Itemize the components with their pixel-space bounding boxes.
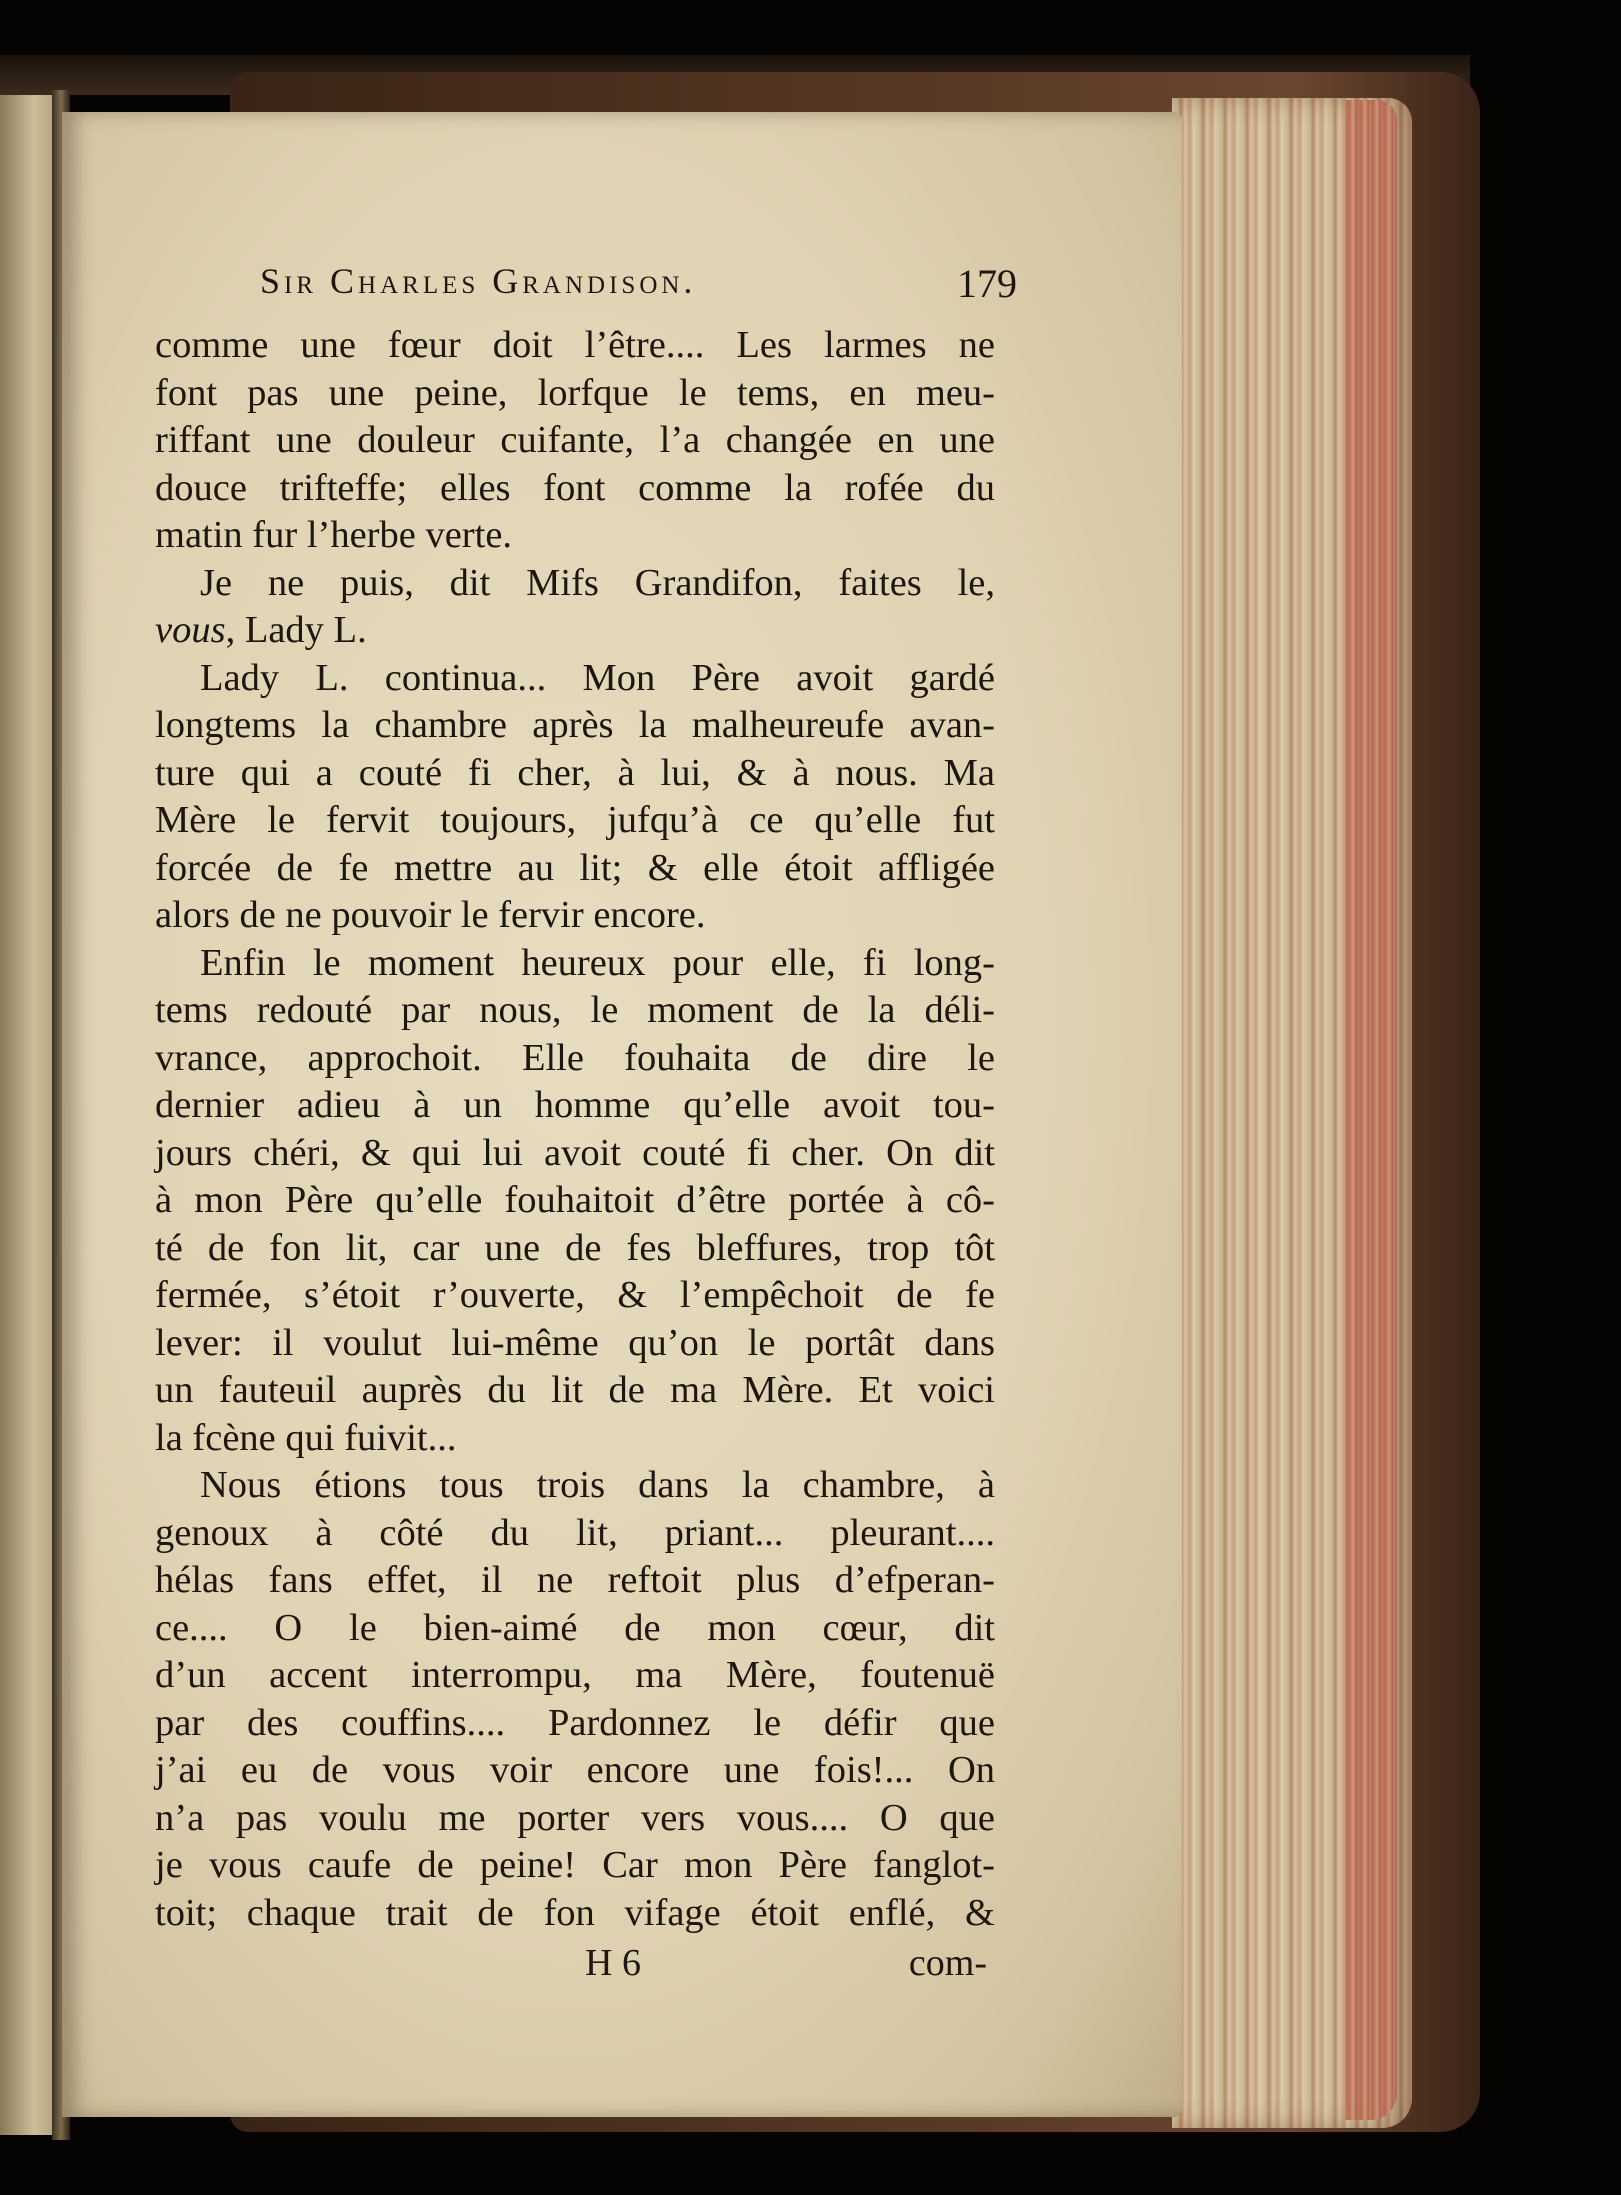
text-line: hélas fans effet, il ne reftoit plus d’efperan- (155, 1559, 995, 1601)
text-line: par des couffins.... Pardonnez le défir que (155, 1701, 995, 1744)
text-line: j’ai eu de vous voir encore une fois!... On (155, 1749, 995, 1791)
text-line: toit; chaque trait de fon vifage étoit enflé, & (155, 1891, 995, 1934)
text-line: font pas une peine, lorfque le tems, en meu- (155, 371, 995, 414)
text-line: la fcène qui fuivit... (155, 1416, 457, 1459)
text-line: longtems la chambre après la malheureufe avan- (155, 704, 995, 746)
text-line: té de fon lit, car une de fes bleffures, trop tôt (155, 1226, 995, 1269)
text-line: je vous caufe de peine! Car mon Père fanglot- (155, 1844, 995, 1886)
page-number: 179 (957, 261, 1017, 306)
signature-mark: H 6 (585, 1942, 641, 1984)
text-line: à mon Père qu’elle fouhaitoit d’être portée à cô- (155, 1179, 995, 1221)
text-line: alors de ne pouvoir le fervir encore. (155, 894, 706, 936)
text-line: forcée de fe mettre au lit; & elle étoit affligée (155, 846, 995, 889)
text-line: comme une fœur doit l’être.... Les larmes ne (155, 324, 995, 366)
text-line: Lady L. continua... Mon Père avoit gardé (200, 656, 995, 699)
text-line: ce.... O le bien-aimé de mon cœur, dit (155, 1606, 995, 1649)
text-line: un fauteuil auprès du lit de ma Mère. Et voici (155, 1369, 995, 1411)
text-line: douce trifteffe; elles font comme la rofée du (155, 466, 995, 509)
text-line: n’a pas voulu me porter vers vous.... O que (155, 1796, 995, 1839)
text-line: vrance, approchoit. Elle fouhaita de dire le (155, 1036, 995, 1079)
text-line: Nous étions tous trois dans la chambre, à (200, 1464, 995, 1506)
page-footer (155, 1941, 995, 1989)
text-line: dernier adieu à un homme qu’elle avoit tou- (155, 1084, 995, 1126)
page-header (155, 260, 1017, 322)
body-text (155, 322, 995, 1937)
running-head: Sir Charles Grandison. (260, 261, 697, 301)
text-line: riffant une douleur cuifante, l’a changée en une (155, 419, 995, 461)
text-line: vous, Lady L. (155, 609, 367, 651)
text-line: jours chéri, & qui lui avoit couté fi cher. On dit (155, 1131, 995, 1174)
text-line: lever: il voulut lui-même qu’on le portât dans (155, 1321, 995, 1364)
text-line: matin fur l’herbe verte. (155, 514, 513, 556)
text-block (155, 260, 1017, 1989)
text-line: ture qui a couté fi cher, à lui, & à nous. Ma (155, 751, 995, 794)
text-line: tems redouté par nous, le moment de la déli- (155, 989, 995, 1031)
text-line: Mère le fervit toujours, jufqu’à ce qu’elle fut (155, 799, 995, 841)
red-sprinkled-edge (1345, 100, 1397, 2120)
text-line: genoux à côté du lit, priant... pleurant.... (155, 1511, 995, 1554)
text-line: Enfin le moment heureux pour elle, fi long- (200, 941, 995, 984)
text-line: Je ne puis, dit Mifs Grandifon, faites le, (200, 561, 995, 604)
catchword: com- (908, 1942, 987, 1984)
text-line: d’un accent interrompu, ma Mère, foutenuë (155, 1654, 995, 1696)
text-line: fermée, s’étoit r’ouverte, & l’empêchoit de fe (155, 1274, 995, 1316)
